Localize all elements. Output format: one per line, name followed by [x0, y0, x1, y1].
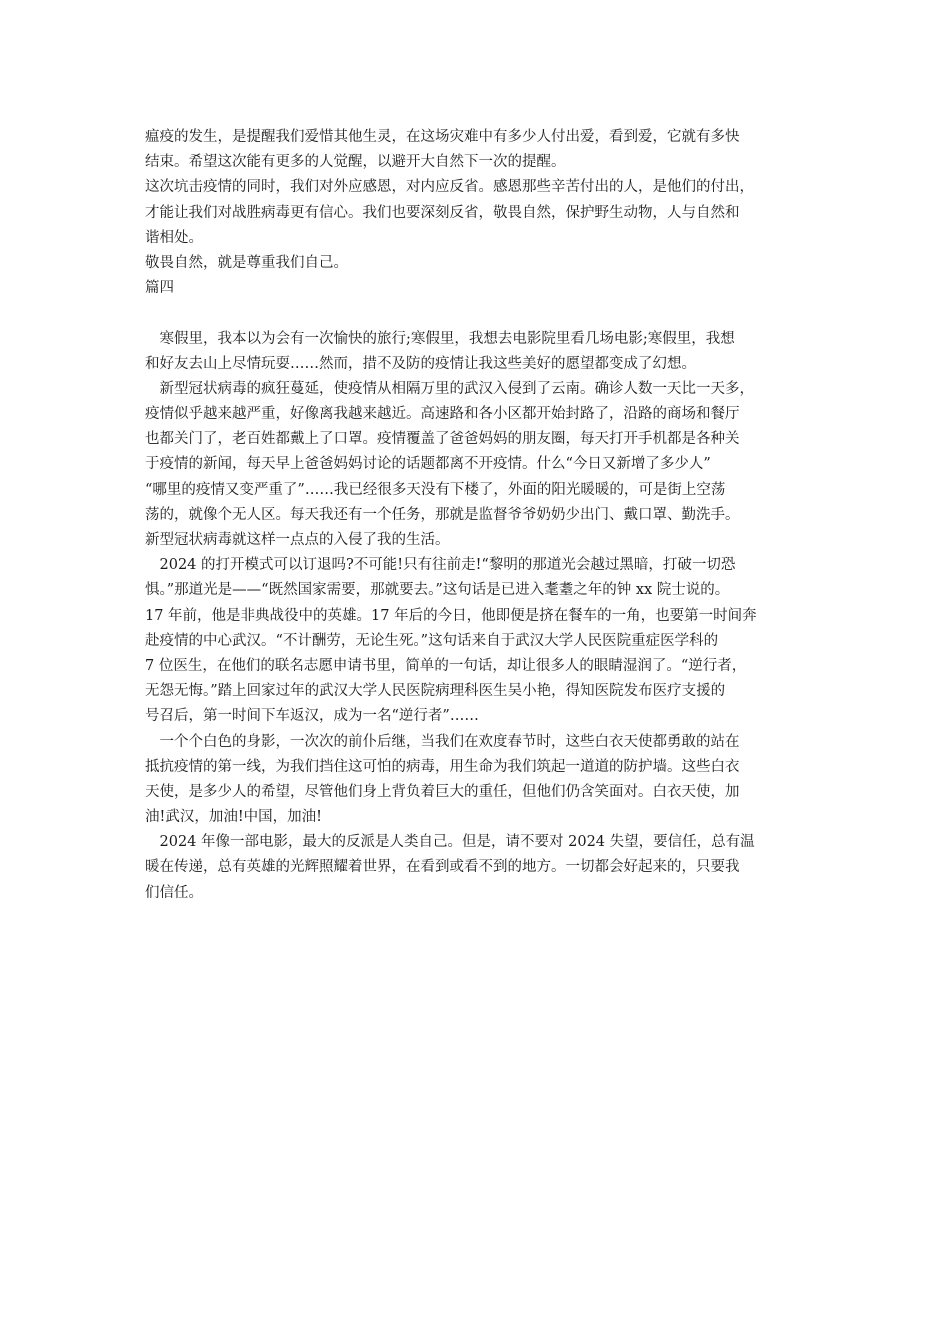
- text-line: 疫情似乎越来越严重，好像离我越来越近。高速路和各小区都开始封路了，沿路的商场和餐厅: [145, 406, 740, 423]
- text-line: 抵抗疫情的第一线，为我们挡住这可怕的病毒，用生命为我们筑起一道道的防护墙。这些白衣: [145, 758, 740, 775]
- text-line: 寒假里，我本以为会有一次愉快的旅行;寒假里，我想去电影院里看几场电影;寒假里，我想: [145, 330, 735, 347]
- text-line: 天使，是多少人的希望，尽管他们身上背负着巨大的重任，但他们仍含笑面对。白衣天使，加: [145, 783, 740, 800]
- text-line: 谐相处。: [145, 229, 203, 246]
- text-line: 无怨无悔。”踏上回家过年的武汉大学人民医院病理科医生吴小艳，得知医院发布医疗支援的: [145, 683, 726, 700]
- text-line: 于疫情的新闻，每天早上爸爸妈妈讨论的话题都离不开疫情。什么“今日又新增了多少人”: [145, 456, 711, 473]
- document-body: [145, 125, 815, 906]
- text-line: 也都关门了，老百姓都戴上了口罩。疫情覆盖了爸爸妈妈的朋友圈，每天打开手机都是各种关: [145, 431, 740, 448]
- text-line: 号召后，第一时间下车返汉，成为一名“逆行者”……: [145, 708, 479, 725]
- text-line: 新型冠状病毒就这样一点点的入侵了我的生活。: [145, 532, 450, 548]
- text-line: 7 位医生，在他们的联名志愿申请书里，简单的一句话，却让很多人的眼睛湿润了。“逆行者，: [145, 657, 747, 674]
- text-line: 2024 的打开模式可以订退吗?不可能!只有往前走!“黎明的那道光会越过黑暗，打破一切恐: [145, 557, 736, 574]
- section-heading: 篇四: [145, 280, 174, 297]
- text-line: 结束。希望这次能有更多的人觉醒，以避开大自然下一次的提醒。: [145, 154, 566, 171]
- text-line: 2024 年像一部电影，最大的反派是人类自己。但是，请不要对 2024 失望，要信任，总有温: [145, 834, 755, 851]
- text-line: 17 年前，他是非典战役中的英雄。17 年后的今日，他即便是挤在餐车的一角，也要第一时间奔: [145, 607, 757, 624]
- text-line: 暖在传递，总有英雄的光辉照耀着世界，在看到或看不到的地方。一切都会好起来的，只要我: [145, 859, 740, 876]
- text-line: 赴疫情的中心武汉。“不计酬劳，无论生死。”这句话来自于武汉大学人民医院重症医学科的: [145, 632, 719, 649]
- text-line: “哪里的疫情又变严重了”……我已经很多天没有下楼了，外面的阳光暖暖的，可是街上空荡: [145, 481, 726, 498]
- text-line: 一个个白色的身影，一次次的前仆后继，当我们在欢度春节时，这些白衣天使都勇敢的站在: [145, 733, 740, 750]
- essay-part-continuation: [145, 125, 815, 276]
- text-line: 这次坑击疫情的同时，我们对外应感恩，对内应反省。感恩那些辛苦付出的人，是他们的付出，: [145, 179, 754, 196]
- text-line: 油!武汉，加油!中国，加油!: [145, 809, 322, 826]
- text-line: 惧。”那道光是——“既然国家需要，那就要去。”这句话是已进入耄耋之年的钟 xx 院士说的。: [145, 582, 730, 599]
- text-line: 荡的，就像个无人区。每天我还有一个任务，那就是监督爷爷奶奶少出门、戴口罩、勤洗手。: [145, 506, 740, 523]
- text-line: 敬畏自然，就是尊重我们自己。: [145, 254, 348, 271]
- text-line: 瘟疫的发生，是提醒我们爱惜其他生灵，在这场灾难中有多少人付出爱，看到爱，它就有多快: [145, 129, 740, 145]
- text-line: 和好友去山上尽情玩耍……然而，措不及防的疫情让我这些美好的愿望都变成了幻想。: [145, 355, 696, 372]
- text-line: 新型冠状病毒的疯狂蔓延，使疫情从相隔万里的武汉入侵到了云南。确诊人数一天比一天多，: [145, 380, 754, 397]
- text-line: 们信任。: [145, 884, 203, 901]
- essay-part-four: [145, 327, 815, 906]
- blank-line: [145, 301, 815, 326]
- text-line: 才能让我们对战胜病毒更有信心。我们也要深刻反省，敬畏自然，保护野生动物，人与自然和: [145, 204, 740, 221]
